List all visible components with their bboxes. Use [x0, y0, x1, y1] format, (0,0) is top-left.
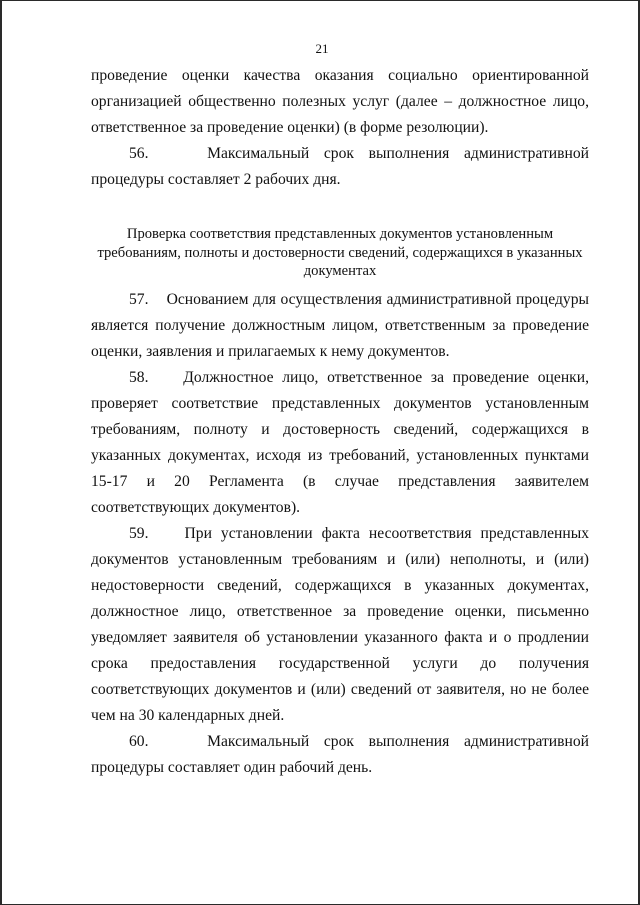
paragraph-58: 58. Должностное лицо, ответственное за проведение оценки, проверяет соответствие представленных документов установленным требованиям, полноту и достоверность сведений, содержащихся в указанных документах, исходя из требований, установленных пунктами 15-17 и 20 Регламента (в случае представления заявителем соответствующих документов).: [91, 369, 589, 516]
paragraph-56: 56. Максимальный срок выполнения административной процедуры составляет 2 рабочих дня.: [91, 145, 589, 188]
main-block: [91, 287, 589, 781]
paragraph-60: 60. Максимальный срок выполнения административной процедуры составляет один рабочий день.: [91, 733, 589, 776]
page-number: 21: [315, 41, 329, 56]
paragraph-59: 59. При установлении факта несоответствия представленных документов установленным требованиям и (или) неполноты, и (или) недостоверности сведений, содержащихся в указанных документах, должностное лицо, ответственное за проведение оценки, письменно уведомляет заявителя об установлении указанного факта и о продлении срока предоставления государственной услуги до получения соответствующих документов и (или) сведений от заявителя, но не более чем на 30 календарных дней.: [91, 525, 589, 724]
paragraph-57: 57. Основанием для осуществления административной процедуры является получение должностным лицом, ответственным за проведение оценки, заявления и прилагаемых к нему документов.: [91, 291, 589, 360]
section-heading: Проверка соответствия представленных документов установленным требованиям, полноты и достоверности сведений, содержащихся в указанных документах: [97, 226, 583, 279]
paragraph-intro: проведение оценки качества оказания социально ориентированной организацией общественно полезных услуг (далее – должностное лицо, ответственное за проведение оценки) (в форме резолюции).: [91, 67, 589, 136]
intro-block: [91, 63, 589, 193]
